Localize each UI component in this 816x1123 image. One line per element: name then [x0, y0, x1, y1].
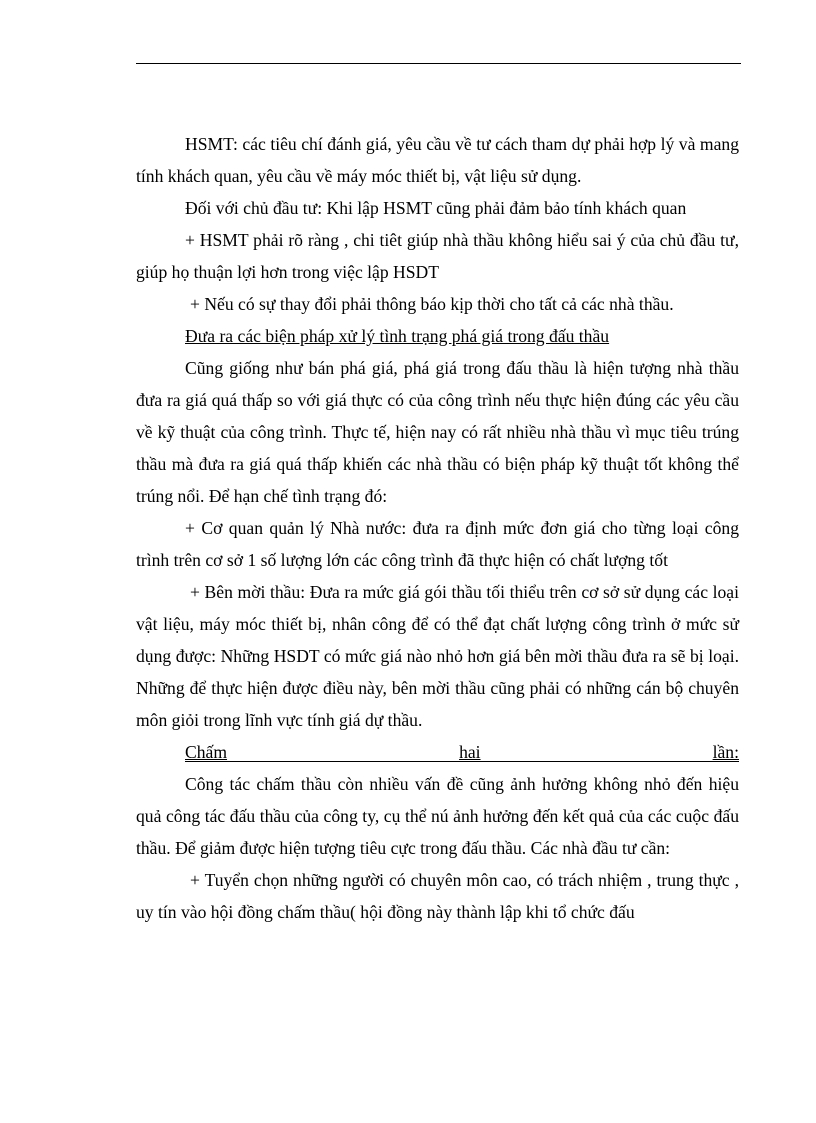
paragraph-recruit-experts: + Tuyển chọn những người có chuyên môn cao, có trách nhiệm , trung thực , uy tín vào hội đồng chấm thầu( hội đồng này thành lập khi tổ chức đấu	[136, 870, 739, 922]
paragraph-inviting-party: + Bên mời thầu: Đưa ra mức giá gói thầu tối thiểu trên cơ sở sử dụng các loại vật liệu, máy móc thiết bị, nhân công để có thể đạt chất lượng công trình ở mức sử dụng được: Những HSDT có mức giá nào nhỏ hơn giá bên mời thầu đưa ra sẽ bị loại. Những để thực hiện được điều này, bên mời thầu cũng phải có những cán bộ chuyên môn giỏi trong lĩnh vực tính giá dự thầu.	[136, 582, 739, 730]
heading-word-3: lần:	[712, 742, 739, 762]
heading-word-1: Chấm	[185, 742, 228, 762]
section-heading-double-evaluation	[185, 736, 739, 768]
document-body	[136, 128, 739, 928]
paragraph-evaluation-issues: Công tác chấm thầu còn nhiều vấn đề cũng ảnh hưởng không nhỏ đến hiệu quả công tác đấu thầu của công ty, cụ thể nú ảnh hưởng đến kết quả của các cuộc đấu thầu. Để giảm được hiện tượng tiêu cực trong đấu thầu. Các nhà đầu tư cần:	[136, 774, 739, 858]
section-heading-price-dumping	[136, 320, 739, 352]
paragraph-state-agency: + Cơ quan quản lý Nhà nước: đưa ra định mức đơn giá cho từng loại công trình trên cơ sở 1 số lượng lớn các công trình đã thực hiện có chất lượng tốt	[136, 518, 739, 570]
paragraph-hsmt-clear: + HSMT phải rõ ràng , chi tiêt giúp nhà thầu không hiểu sai ý của chủ đầu tư, giúp họ thuận lợi hơn trong việc lập HSDT	[136, 230, 739, 282]
paragraph-price-dumping: Cũng giống như bán phá giá, phá giá trong đấu thầu là hiện tượng nhà thầu đưa ra giá quá thấp so với giá thực có của công trình nếu thực hiện đúng các yêu cầu về kỹ thuật của công trình. Thực tế, hiện nay có rất nhiều nhà thầu vì mục tiêu trúng thầu mà đưa ra giá quá thấp khiến các nhà thầu có biện pháp kỹ thuật tốt không thể trúng nổi. Để hạn chế tình trạng đó:	[136, 358, 739, 506]
paragraph-investor: Đối với chủ đầu tư: Khi lập HSMT cũng phải đảm bảo tính khách quan	[185, 198, 687, 218]
section-heading-text: Đưa ra các biện pháp xử lý tình trạng phá giá trong đấu thầu	[185, 326, 610, 346]
paragraph-notify-changes: + Nếu có sự thay đổi phải thông báo kịp thời cho tất cả các nhà thầu.	[190, 294, 674, 314]
paragraph-hsmt-criteria: HSMT: các tiêu chí đánh giá, yêu cầu về tư cách tham dự phải hợp lý và mang tính khách quan, yêu cầu về máy móc thiết bị, vật liệu sử dụng.	[136, 134, 739, 186]
header-rule	[136, 63, 741, 64]
heading-word-2: hai	[459, 742, 481, 762]
